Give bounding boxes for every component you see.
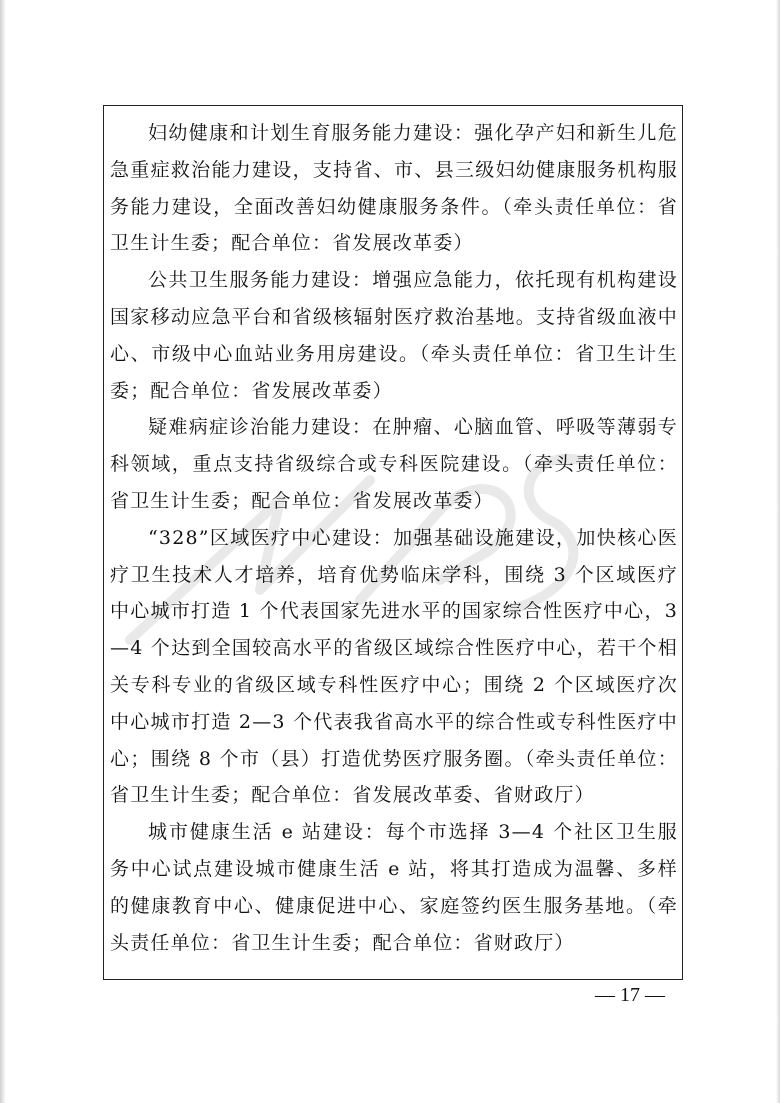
paragraph-city-health-estation: 城市健康生活 e 站建设：每个市选择 3—4 个社区卫生服务中心试点建设城市健康生活 e 站，将其打造成为温馨、多样的健康教育中心、健康促进中心、家庭签约医生服务基地。（牵头责任单位：省卫生计生委；配合单位：省财政厅）	[110, 821, 678, 954]
paragraph-difficult-diseases: 疑难病症诊治能力建设：在肿瘤、心脑血管、呼吸等薄弱专科领域，重点支持省级综合或专科医院建设。（牵头责任单位：省卫生计生委；配合单位：省发展改革委）	[110, 416, 678, 512]
page-number: — 17 —	[595, 984, 665, 1006]
paragraph-regional-medical-center: “328”区域医疗中心建设：加强基础设施建设，加快核心医疗卫生技术人才培养，培育优势临床学科，围绕 3 个区域医疗中心城市打造 1 个代表国家先进水平的国家综合性医疗中心，3—4 个达到全国较高水平的省级区域综合性医疗中心，若干个相关专科专业的省级区域专科性医疗中心；围绕 2 个区域医疗次中心城市打造 2—3 个代表我省高水平的综合性或专科性医疗中心；围绕 8 个市（县）打造优势医疗服务圈。（牵头责任单位：省卫生计生委；配合单位：省发展改革委、省财政厅）	[110, 526, 678, 807]
scan-shadow-right	[776, 0, 780, 1103]
paragraph-public-health: 公共卫生服务能力建设：增强应急能力，依托现有机构建设国家移动应急平台和省级核辐射医疗救治基地。支持省级血液中心、市级中心血站业务用房建设。（牵头责任单位：省卫生计生委；配合单位：省发展改革委）	[110, 269, 678, 402]
document-body	[110, 115, 678, 961]
scan-shadow-left	[0, 0, 6, 1103]
paragraph-maternal-child-health: 妇幼健康和计划生育服务能力建设：强化孕产妇和新生儿危急重症救治能力建设，支持省、市、县三级妇幼健康服务机构服务能力建设，全面改善妇幼健康服务条件。（牵头责任单位：省卫生计生委；配合单位：省发展改革委）	[110, 122, 678, 255]
